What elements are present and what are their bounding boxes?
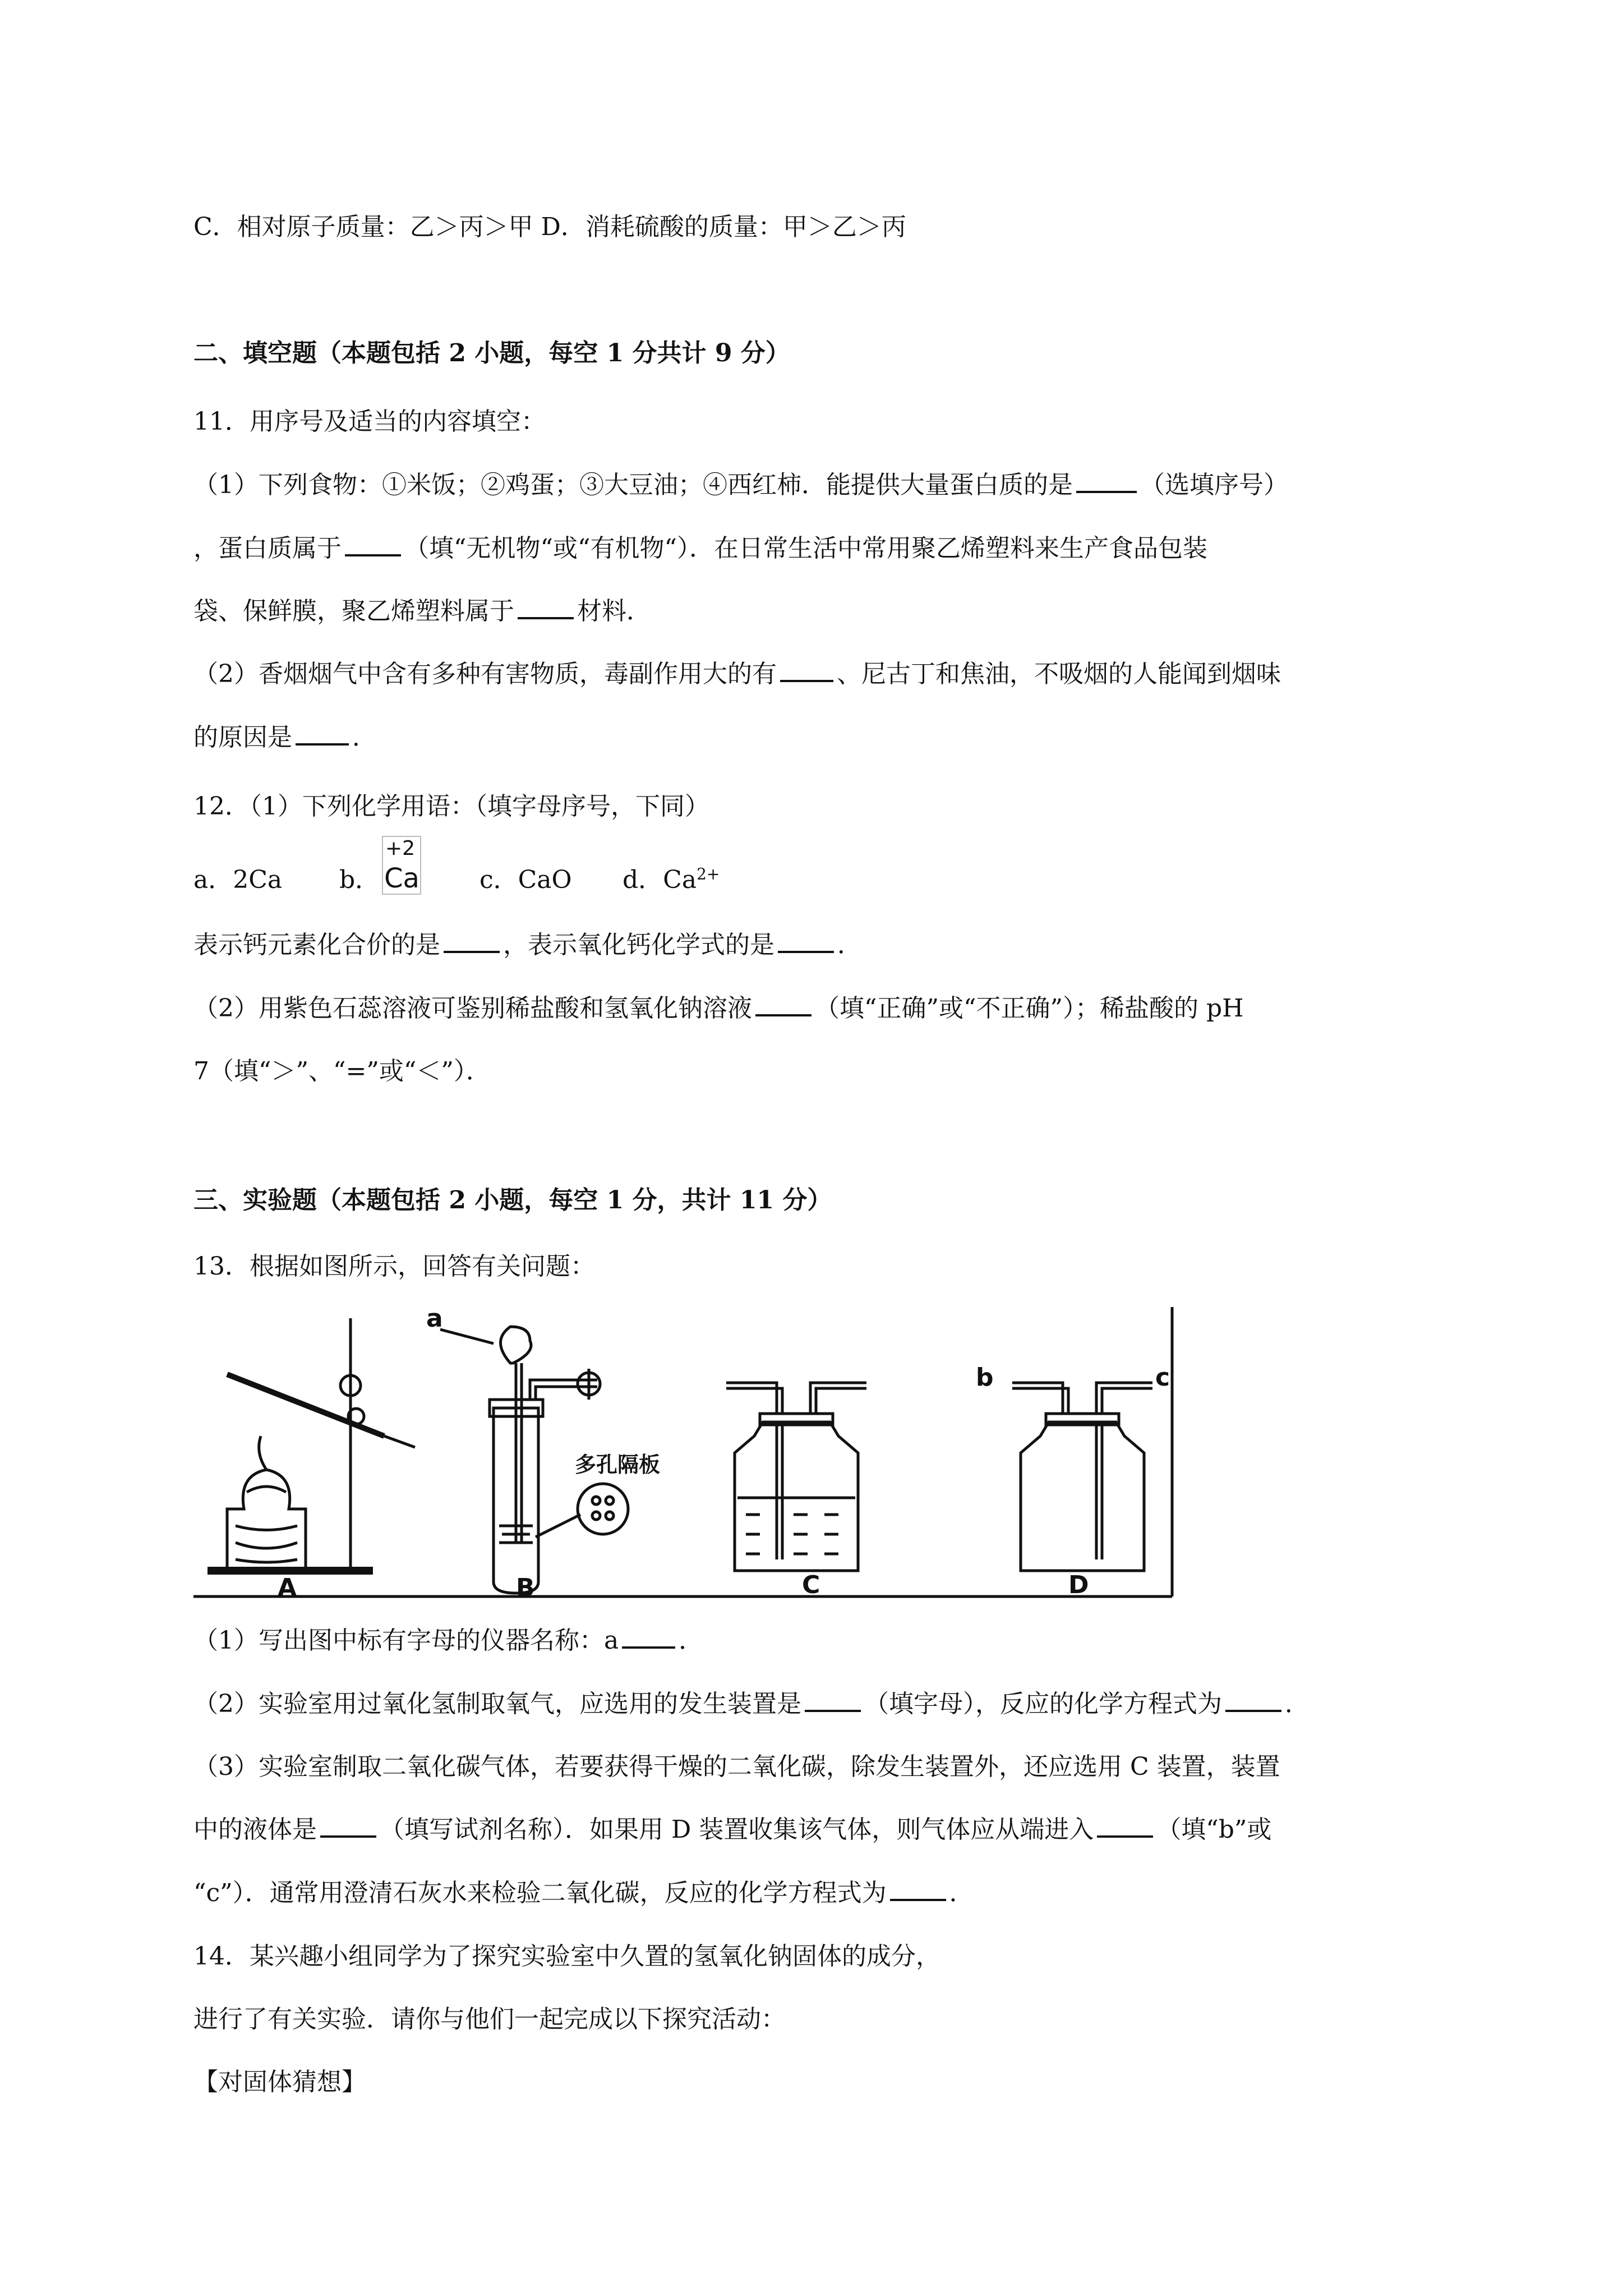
q13-part2: （2）实验室用过氧化氢制取氧气，应选用的发生装置是 （填字母），反应的化学方程式为 ． <box>193 1687 1310 1721</box>
answer-blank[interactable] <box>1097 1813 1153 1838</box>
apparatus-A-label: A <box>278 1573 297 1602</box>
answer-blank[interactable] <box>518 595 574 619</box>
option-d: d．$Ca^{2+}$ <box>623 864 720 894</box>
porous-plate-label: 多孔隔板 <box>575 1452 661 1477</box>
apparatus-B-label: B <box>516 1573 535 1602</box>
q11-stem: 11．用序号及适当的内容填空： <box>193 407 546 436</box>
q11-part1-line1: （1）下列食物：①米饭；②鸡蛋；③大豆油；④西红柿．能提供大量蛋白质的是 （选填序号） <box>193 468 1288 502</box>
answer-blank[interactable] <box>1076 468 1137 493</box>
line-option-cd: C．相对原子质量：乙＞丙＞甲 D．消耗硫酸的质量：甲＞乙＞丙 <box>193 213 906 241</box>
answer-blank[interactable] <box>755 992 811 1016</box>
q12-part2-line2: 7（填“＞”、“=”或“＜”）． <box>193 1057 491 1085</box>
answer-blank[interactable] <box>805 1687 861 1712</box>
answer-blank[interactable] <box>780 657 833 682</box>
option-a: a．2Ca <box>193 866 283 894</box>
apparatus-D-label: D <box>1068 1571 1089 1599</box>
answer-blank[interactable] <box>320 1813 376 1838</box>
q14-stem-line1: 14．某兴趣小组同学为了探究实验室中久置的氢氧化钠固体的成分， <box>193 1942 940 1971</box>
answer-blank[interactable] <box>296 721 349 746</box>
q11-part2-line1: （2）香烟烟气中含有多种有害物质，毒副作用大的有 、尼古丁和焦油，不吸烟的人能闻到烟味 <box>193 657 1281 691</box>
q13-part3-line3: “c”）．通常用澄清石灰水来检验二氧化碳，反应的化学方程式为 ． <box>193 1876 974 1910</box>
q11-part2-line2: 的原因是 ． <box>193 721 377 754</box>
answer-blank[interactable] <box>1225 1687 1281 1712</box>
answer-blank[interactable] <box>622 1624 675 1649</box>
answer-blank[interactable] <box>890 1876 946 1901</box>
q13-part1: （1）写出图中标有字母的仪器名称：a ． <box>193 1624 703 1658</box>
answer-blank[interactable] <box>778 928 834 953</box>
q14-guess-heading: 【对固体猜想】 <box>193 2068 366 2096</box>
q12-part2-line1: （2）用紫色石蕊溶液可鉴别稀盐酸和氢氧化钠溶液 （填“正确”或“不正确”）；稀盐酸的 pH <box>193 992 1244 1025</box>
q14-stem-line2: 进行了有关实验．请你与他们一起完成以下探究活动： <box>193 2005 786 2033</box>
q13-stem: 13．根据如图所示，回答有关问题： <box>193 1252 595 1281</box>
q12-options <box>193 836 979 898</box>
option-c: c．CaO <box>479 866 572 894</box>
q13-part3-line2: 中的液体是 （填写试剂名称）．如果用 D 装置收集该气体，则气体应从端进入 （填“b”或 <box>193 1813 1271 1847</box>
section-3-heading: 三、实验题（本题包括 2 小题，每空 1 分，共计 11 分） <box>193 1186 832 1214</box>
answer-blank[interactable] <box>345 532 401 556</box>
apparatus-drawing <box>193 1307 1175 1610</box>
q12-stem: 12．（1）下列化学用语：（填字母序号，下同） <box>193 792 709 821</box>
option-b-valence-image <box>382 836 421 895</box>
section-2-heading: 二、填空题（本题包括 2 小题，每空 1 分共计 9 分） <box>193 339 790 367</box>
apparatus-figure <box>193 1304 1175 1610</box>
label-b: b <box>976 1363 994 1392</box>
q13-part3-line1: （3）实验室制取二氧化碳气体，若要获得干燥的二氧化碳，除发生装置外，还应选用 C 装置，装置 <box>193 1752 1280 1781</box>
answer-blank[interactable] <box>444 928 500 953</box>
apparatus-C-label: C <box>802 1571 820 1599</box>
valence-label: +2 <box>385 837 416 860</box>
element-symbol: Ca <box>384 863 419 894</box>
option-b-label: b． <box>339 866 380 894</box>
q11-part1-line3: 袋、保鲜膜，聚乙烯塑料属于 材料． <box>193 595 651 628</box>
q12-part1-answer-line: 表示钙元素化合价的是 ，表示氧化钙化学式的是 ． <box>193 928 862 962</box>
label-a: a <box>426 1304 443 1333</box>
label-c: c <box>1155 1363 1170 1392</box>
q11-part1-line2: ，蛋白质属于 （填“无机物“或“有机物“）．在日常生活中常用聚乙烯塑料来生产食品包装 <box>193 532 1207 565</box>
